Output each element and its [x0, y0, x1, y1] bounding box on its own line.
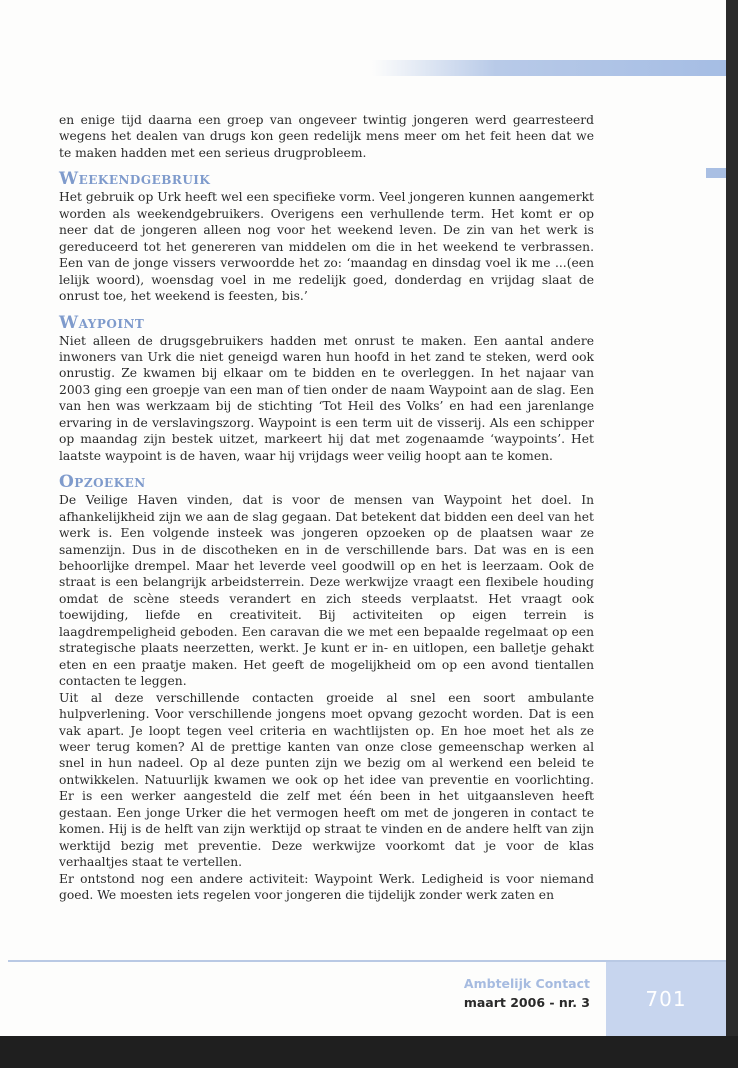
article-body: [59, 112, 594, 903]
section-heading-opzoeken: Opzoeken: [59, 472, 146, 493]
intro-paragraph: en enige tijd daarna een groep van ongeveer twintig jongeren werd gearresteerd wegens het dealen van drugs kon geen redelijk mens meer om het feit heen dat we te maken hadden met een serieus drugprobleem.: [59, 113, 594, 160]
section-heading-waypoint: Waypoint: [59, 312, 145, 333]
publication-name: Ambtelijk Contact: [463, 976, 590, 991]
weekendgebruik-paragraph: Het gebruik op Urk heeft wel een specifieke vorm. Veel jongeren kunnen aangemerkt worden als weekendgebruikers. Overigens een verhullende term. Het komt er op neer dat de jongeren alleen nog voor het weekend leven. De zin van het werk is gereduceerd tot het genereren van middelen om die in het weekend te verbrassen. Een van de jonge vissers verwoordde het zo: ‘maandag en dinsdag voel ik me ...(een lelijk woord), woensdag voel in me redelijk goed, donderdag en vrijdag slaat de onrust toe, het weekend is feesten, bis.’: [59, 190, 594, 304]
page-number: 701: [606, 962, 726, 1036]
scan-edge-right: [726, 0, 738, 1068]
side-tab-marker: [706, 168, 726, 178]
opzoeken-paragraph-2: Uit al deze verschillende contacten groeide al snel een soort ambulante hulpverlening. Voor verschillende jongens moet opvang gezocht worden. Dat is een vak apart. Je loopt tegen veel criteria en wachtlijsten op. En hoe moet het als ze weer terug komen? Al de prettige kanten van onze close gemeenschap werken al snel in hun nadeel. Op al deze punten zijn we bezig om al werkend een beleid te ontwikkelen. Natuurlijk kwamen we ook op het idee van preventie en voorlichting. Er is een werker aangesteld die zelf met één been in het uitgaansleven heeft gestaan. Een jonge Urker die het vermogen heeft om met de jongeren in contact te komen. Hij is de helft van zijn werktijd op straat te vinden en de andere helft van zijn werktijd bezig met preventie. Deze werkwijze voorkomt dat je voor de klas verhaaltjes staat te vertellen.: [59, 690, 594, 870]
opzoeken-paragraph-3: Er ontstond nog een andere activiteit: Waypoint Werk. Ledigheid is voor niemand goed. We moesten iets regelen voor jongeren die tijdelijk zonder werk zaten en: [59, 871, 594, 903]
issue-label: maart 2006 - nr. 3: [463, 995, 590, 1010]
section-heading-weekendgebruik: Weekendgebruik: [59, 169, 211, 190]
waypoint-paragraph: Niet alleen de drugsgebruikers hadden met onrust te maken. Een aantal andere inwoners van Urk die niet geneigd waren hun hoofd in het zand te steken, werd ook onrustig. Ze kwamen bij elkaar om te bidden en te overleggen. In het najaar van 2003 ging een groepje van een man of tien onder de naam Waypoint aan de slag. Een van hen was werkzaam bij de stichting ‘Tot Heil des Volks’ en had een jarenlange ervaring in de verslavingszorg. Waypoint is een term uit de visserij. Als een schipper op maandag zijn bestek uitzet, markeert hij dat met zogenaamde ‘waypoints’. Het laatste waypoint is de haven, waar hij vrijdags weer veilig hoopt aan te komen.: [59, 333, 594, 463]
header-accent-bar: [372, 60, 726, 76]
opzoeken-paragraph-1: De Veilige Haven vinden, dat is voor de mensen van Waypoint het doel. In afhankelijkheid zijn we aan de slag gegaan. Dat betekent dat bidden een deel van het werk is. Een volgende insteek was jongeren opzoeken op de plaatsen waar ze samenzijn. Dus in de discotheken en in de verschillende bars. Dat was en is een behoorlijke drempel. Maar het leverde veel goodwill op en het is leerzaam. Ook de straat is een belangrijk arbeidsterrein. Deze werkwijze vraagt een flexibele houding omdat de scène steeds verandert en zich steeds verplaatst. Het vraagt ook toewijding, liefde en creativiteit. Bij activiteiten op eigen terrein is laagdrempeligheid geboden. Een caravan die we met een bepaalde regelmaat op een strategische plaats neerzetten, werkt. Je kunt er in- en uitlopen, een balletje gehakt eten en een praatje maken. Het geeft de mogelijkheid om op een avond tientallen contacten te leggen.: [59, 493, 594, 689]
footer-info: [380, 974, 590, 1012]
scan-edge-bottom: [0, 1036, 738, 1068]
